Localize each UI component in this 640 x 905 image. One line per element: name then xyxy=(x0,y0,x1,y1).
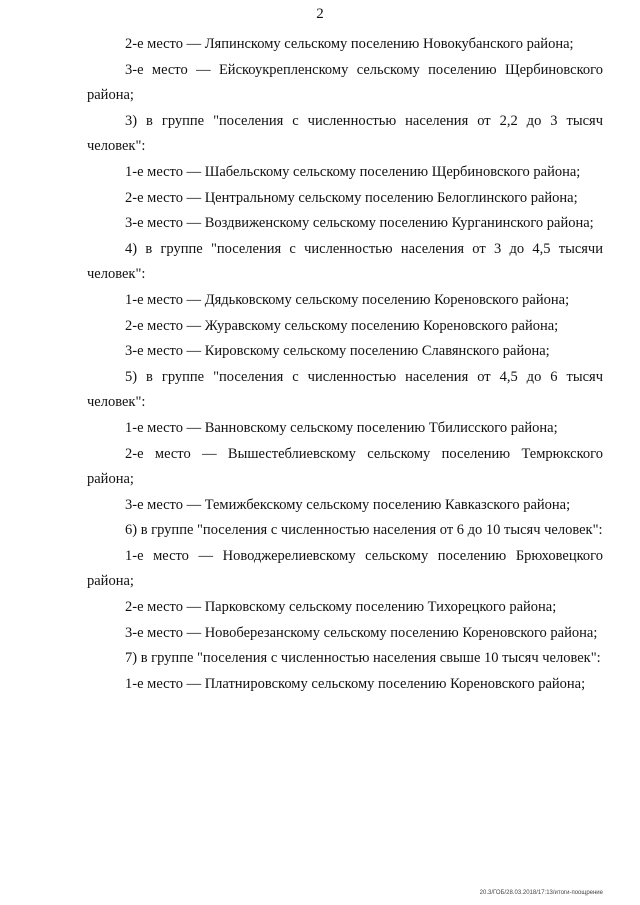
group-heading: 5) в группе "поселения с численностью населения от 4,5 до 6 тысяч человек": xyxy=(87,368,603,411)
list-item: 1-е место — Шабельскому сельскому поселению Щербиновского района; xyxy=(125,163,581,180)
group-heading: 6) в группе "поселения с численностью населения от 6 до 10 тысяч человек": xyxy=(125,522,603,539)
list-item: 1-е место — Платнировскому сельскому поселению Кореновского района; xyxy=(125,675,586,692)
list-item: 1-е место — Дядьковскому сельскому поселению Кореновского района; xyxy=(125,291,570,308)
group-heading: 4) в группе "поселения с численностью населения от 3 до 4,5 тысячи человек": xyxy=(87,240,603,283)
group-heading: 3) в группе "поселения с численностью населения от 2,2 до 3 тысяч человек": xyxy=(87,112,603,155)
list-item: 2-е место — Парковскому сельскому поселению Тихорецкого района; xyxy=(125,599,557,616)
list-item: 1-е место — Новоджерелиевскому сельскому поселению Брюховецкого района; xyxy=(87,547,603,590)
list-item: 3-е место — Новоберезанскому сельскому поселению Кореновского района; xyxy=(125,624,598,641)
list-item: 1-е место — Ванновскому сельскому поселению Тбилисского района; xyxy=(125,419,558,436)
page-number: 2 xyxy=(316,6,324,22)
list-item: 3-е место — Темижбекскому сельскому поселению Кавказского района; xyxy=(125,496,571,513)
list-item: 2-е место — Журавскому сельскому поселению Кореновского района; xyxy=(125,317,559,334)
list-item: 2-е место — Центральному сельскому поселению Белоглинского района; xyxy=(125,189,578,206)
list-item: 3-е место — Кировскому сельскому поселению Славянского района; xyxy=(125,343,550,360)
document-body xyxy=(87,32,603,697)
footer-file-stamp: 20.3/ГОБ/28.03.2018/17:13/итоги-поощрение xyxy=(479,890,603,896)
list-item: 3-е место — Ейскоукрепленскому сельскому поселению Щербиновского района; xyxy=(87,61,603,104)
list-item: 2-е место — Вышестеблиевскому сельскому поселению Темрюкского района; xyxy=(87,445,603,488)
group-heading: 7) в группе "поселения с численностью населения свыше 10 тысяч человек": xyxy=(125,650,601,667)
list-item: 2-е место — Ляпинскому сельскому поселению Новокубанского района; xyxy=(125,36,574,52)
list-item: 3-е место — Воздвиженскому сельскому поселению Курганинского района; xyxy=(125,215,594,232)
